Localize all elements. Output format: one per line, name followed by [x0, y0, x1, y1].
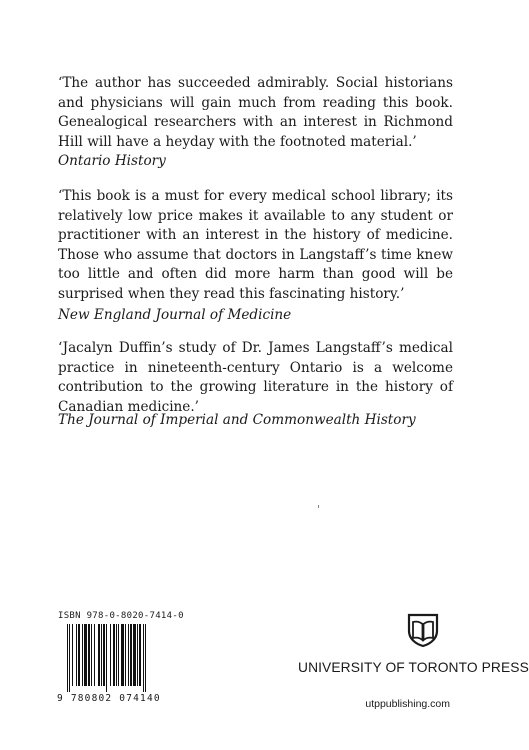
review-quote-3: ‘Jacalyn Duffin’s study of Dr. James Langstaff’s medical practice in nineteenth-century Ontario is a welcome contribution to the growing literature in the history of Canadian medicine.’	[58, 340, 453, 415]
barcode-bars	[67, 624, 175, 692]
publisher-url: utppublishing.com	[365, 698, 450, 710]
barcode	[57, 624, 178, 705]
publisher-name: UNIVERSITY OF TORONTO PRESS	[298, 660, 529, 675]
review-quote-2: ‘This book is a must for every medical school library; its relatively low price makes it available to any student or practitioner with an interest in the history of medicine. Those who assume that doctors in Langstaff’s time knew too little and often did more harm than good will be surprised when they read this fascinating history.’	[58, 188, 453, 302]
print-speck	[318, 505, 319, 508]
review-source-1: Ontario History	[58, 153, 166, 169]
review-source-3: The Journal of Imperial and Commonwealth History	[58, 412, 416, 428]
review-source-2: New England Journal of Medicine	[58, 307, 292, 323]
review-quote-1: ‘The author has succeeded admirably. Social historians and physicians will gain much from reading this book. Genealogical researchers with an interest in Richmond Hill will have a heyday with the footnoted material.’	[58, 75, 453, 150]
isbn-label: ISBN 978-0-8020-7414-0	[58, 611, 184, 621]
barcode-digits: 9 780802 074140	[57, 693, 161, 704]
shield-book-icon	[407, 613, 439, 647]
